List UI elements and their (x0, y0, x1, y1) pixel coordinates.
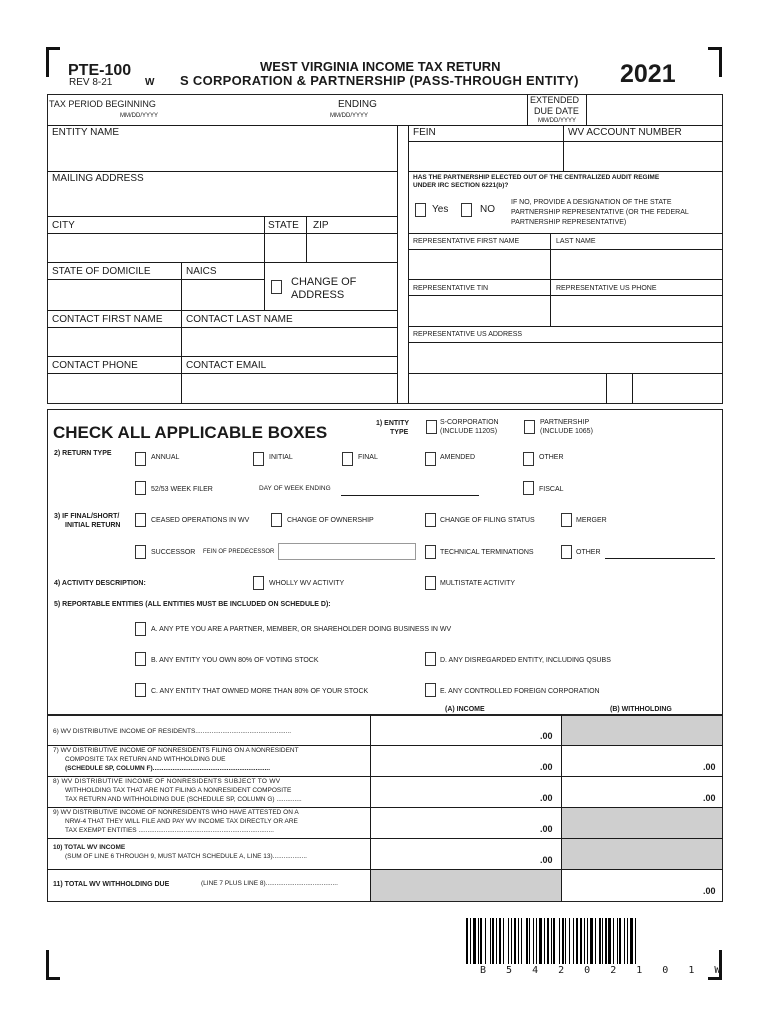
barcode-bar (547, 918, 549, 964)
change-filing-status-label: CHANGE OF FILING STATUS (440, 517, 535, 524)
designation-line2: PARTNERSHIP REPRESENTATIVE (OR THE FEDERAL (511, 209, 689, 216)
barcode-bar (529, 918, 530, 964)
amended-label: AMENDED (440, 454, 476, 461)
contact-first-name-input[interactable] (49, 329, 179, 354)
partnership-label: PARTNERSHIP (540, 419, 590, 426)
line6-withholding-shaded (562, 716, 722, 745)
ending-date-format: MM/DD/YYYY (330, 113, 369, 119)
wholly-wv-checkbox[interactable] (253, 576, 264, 590)
barcode-bar (595, 918, 596, 964)
activity-description-label: 4) ACTIVITY DESCRIPTION: (54, 580, 146, 587)
entity-type-label-2: TYPE (390, 429, 409, 436)
line8-withholding-value[interactable]: .00 (703, 793, 716, 803)
barcode-bar (492, 918, 494, 964)
audit-no-label: NO (480, 204, 495, 215)
annual-label: ANNUAL (151, 454, 180, 461)
barcode-bar (536, 918, 537, 964)
entity-name-label: ENTITY NAME (52, 127, 120, 138)
reportable-a-label: A. ANY PTE YOU ARE A PARTNER, MEMBER, OR SHAREHOLDER DOING BUSINESS IN WV (151, 626, 452, 633)
line7-income-value[interactable]: .00 (540, 762, 553, 772)
change-of-address-checkbox[interactable] (271, 280, 282, 294)
ceased-operations-checkbox[interactable] (135, 513, 146, 527)
merger-checkbox[interactable] (561, 513, 572, 527)
rep-phone-input[interactable] (552, 297, 721, 324)
initial-checkbox[interactable] (253, 452, 264, 466)
fiscal-label: FISCAL (539, 486, 564, 493)
s-corporation-label: S-CORPORATION (440, 419, 499, 426)
w-mark: W (145, 77, 155, 88)
barcode-bar (551, 918, 552, 964)
barcode-bar (466, 918, 468, 964)
barcode-bar (480, 918, 482, 964)
barcode-bar (602, 918, 603, 964)
beginning-date-format: MM/DD/YYYY (120, 113, 159, 119)
barcode-bar (562, 918, 564, 964)
contact-phone-label: CONTACT PHONE (52, 360, 138, 371)
line11-income-shaded (371, 870, 561, 901)
reportable-b-label: B. ANY ENTITY YOU OWN 80% OF VOTING STOCK (151, 657, 319, 664)
ending-label: ENDING (338, 99, 377, 110)
line8-label-1: 8) WV DISTRIBUTIVE INCOME OF NONRESIDENTS SUBJECT TO WV (53, 778, 281, 785)
barcode-bar (584, 918, 585, 964)
line8-label-2: WITHHOLDING TAX THAT ARE NOT FILING A NONRESIDENT COMPOSITE (65, 787, 292, 794)
barcode-bar (526, 918, 528, 964)
revision: REV 8-21 (69, 77, 113, 88)
zip-label: ZIP (313, 220, 329, 231)
change-of-label: CHANGE OF (291, 276, 357, 288)
mailing-address-label: MAILING ADDRESS (52, 173, 144, 184)
check-boxes-heading: CHECK ALL APPLICABLE BOXES (53, 423, 328, 442)
barcode-bar (521, 918, 522, 964)
reportable-entities-label: 5) REPORTABLE ENTITIES (ALL ENTITIES MUST BE INCLUDED ON SCHEDULE D): (54, 601, 331, 608)
reportable-d-label: D. ANY DISREGARDED ENTITY, INCLUDING QSUBS (440, 657, 611, 664)
line10-label-2: (SUM OF LINE 6 THROUGH 9, MUST MATCH SCHEDULE A, LINE 13)................... (65, 853, 307, 860)
barcode-bar (539, 918, 542, 964)
rep-address-label: REPRESENTATIVE US ADDRESS (413, 331, 523, 338)
reportable-a-checkbox[interactable] (135, 622, 146, 636)
form-id: PTE-100 (68, 62, 132, 79)
barcode-bar (496, 918, 497, 964)
line8-label-3: TAX RETURN AND WITHHOLDING DUE (SCHEDULE SP, COLUMN G) .............. (65, 796, 302, 803)
merger-label: MERGER (576, 517, 607, 524)
wholly-wv-label: WHOLLY WV ACTIVITY (269, 580, 345, 587)
reportable-e-label: E. ANY CONTROLLED FOREIGN CORPORATION (440, 688, 600, 695)
final-short-label-2: INITIAL RETURN (65, 522, 121, 529)
fein-label: FEIN (413, 127, 436, 138)
title-line-1: WEST VIRGINIA INCOME TAX RETURN (260, 59, 501, 74)
line11-label-bold: 11) TOTAL WV WITHHOLDING DUE (53, 881, 170, 888)
reportable-e-checkbox[interactable] (425, 683, 436, 697)
audit-yes-checkbox[interactable] (415, 203, 426, 217)
week-filer-checkbox[interactable] (135, 481, 146, 495)
reportable-c-checkbox[interactable] (135, 683, 146, 697)
city-label: CITY (52, 220, 75, 231)
rep-address-line1-input[interactable] (410, 344, 721, 371)
contact-last-name-label: CONTACT LAST NAME (186, 314, 293, 325)
barcode-bar (590, 918, 593, 964)
other-final-label: OTHER (576, 549, 601, 556)
final-label: FINAL (358, 454, 378, 461)
state-of-domicile-input[interactable] (49, 281, 179, 308)
change-filing-status-checkbox[interactable] (425, 513, 436, 527)
state-label: STATE (268, 220, 299, 231)
other-final-input[interactable] (605, 545, 715, 558)
rep-first-name-label: REPRESENTATIVE FIRST NAME (413, 238, 520, 245)
barcode-bar (569, 918, 570, 964)
barcode-bar (473, 918, 476, 964)
other-final-checkbox[interactable] (561, 545, 572, 559)
audit-question-line2: UNDER IRC SECTION 6221(b)? (413, 182, 509, 189)
barcode-bar (490, 918, 491, 964)
other-return-label: OTHER (539, 454, 564, 461)
multistate-label: MULTISTATE ACTIVITY (440, 580, 516, 587)
corner-mark-bottom-left (46, 950, 60, 980)
barcode (466, 918, 688, 964)
wv-account-number-input[interactable] (565, 143, 721, 169)
multistate-checkbox[interactable] (425, 576, 436, 590)
line7-label-2: COMPOSITE TAX RETURN AND WITHHOLDING DUE (65, 756, 226, 763)
rep-state-input[interactable] (608, 375, 630, 402)
entity-name-input[interactable] (49, 141, 395, 169)
rep-last-name-label: LAST NAME (556, 238, 596, 245)
s-corporation-include: (INCLUDE 1120S) (440, 428, 498, 435)
barcode-bar (518, 918, 519, 964)
withholding-column-header: (B) WITHHOLDING (610, 706, 672, 713)
check-section-frame (47, 409, 723, 715)
fein-predecessor-input[interactable] (278, 543, 416, 560)
successor-checkbox[interactable] (135, 545, 146, 559)
reportable-d-checkbox[interactable] (425, 652, 436, 666)
line11-label-rest: (LINE 7 PLUS LINE 8)........................................ (201, 880, 338, 887)
barcode-bar (573, 918, 574, 964)
barcode-bar (613, 918, 614, 964)
income-column-header: (A) INCOME (445, 706, 485, 713)
amended-checkbox[interactable] (425, 452, 436, 466)
line8-income-value[interactable]: .00 (540, 793, 553, 803)
initial-label: INITIAL (269, 454, 293, 461)
barcode-bar (485, 918, 486, 964)
barcode-bar (533, 918, 534, 964)
successor-label: SUCCESSOR (151, 549, 196, 556)
title-line-2: S CORPORATION & PARTNERSHIP (PASS-THROUGH ENTITY) (180, 73, 579, 88)
barcode-text: B 5 4 2 0 2 1 0 1 W (480, 965, 728, 976)
tax-period-ending-input[interactable] (380, 97, 520, 123)
designation-line3: PARTNERSHIP REPRESENTATIVE) (511, 219, 627, 226)
naics-input[interactable] (183, 281, 262, 308)
partnership-checkbox[interactable] (524, 420, 535, 434)
technical-terminations-label: TECHNICAL TERMINATIONS (440, 549, 534, 556)
fein-predecessor-label: FEIN OF PREDECESSOR (203, 549, 275, 555)
naics-label: NAICS (186, 266, 217, 277)
barcode-bar (580, 918, 582, 964)
contact-email-input[interactable] (183, 375, 395, 402)
line7-label-3: (SCHEDULE SP, COLUMN F)................................................................. (65, 765, 271, 772)
barcode-bar (511, 918, 512, 964)
line11-withholding-value[interactable]: .00 (703, 886, 716, 896)
barcode-bar (514, 918, 516, 964)
contact-first-name-label: CONTACT FIRST NAME (52, 314, 163, 325)
other-return-checkbox[interactable] (523, 452, 534, 466)
barcode-bar (544, 918, 545, 964)
change-ownership-label: CHANGE OF OWNERSHIP (287, 517, 374, 524)
state-of-domicile-label: STATE OF DOMICILE (52, 266, 151, 277)
day-of-week-label: DAY OF WEEK ENDING (259, 485, 331, 492)
line9-label-3: TAX EXEMPT ENTITIES ........................................................................... (65, 827, 274, 834)
rep-tin-input[interactable] (410, 297, 548, 324)
corner-mark-top-right (708, 47, 722, 77)
annual-checkbox[interactable] (135, 452, 146, 466)
barcode-bar (630, 918, 633, 964)
line9-label-1: 9) WV DISTRIBUTIVE INCOME OF NONRESIDENTS WHO HAVE ATTESTED ON A (53, 809, 299, 816)
address-label: ADDRESS (291, 289, 345, 301)
barcode-bar (478, 918, 479, 964)
line6-label: 6) WV DISTRIBUTIVE INCOME OF RESIDENTS..................................................... (53, 728, 292, 735)
final-short-label-1: 3) IF FINAL/SHORT/ (54, 513, 120, 520)
line10-income-value[interactable]: .00 (540, 855, 553, 865)
barcode-bar (624, 918, 625, 964)
barcode-bar (587, 918, 588, 964)
change-ownership-checkbox[interactable] (271, 513, 282, 527)
barcode-bar (499, 918, 501, 964)
extended-label: EXTENDED (530, 95, 580, 105)
reportable-b-checkbox[interactable] (135, 652, 146, 666)
line9-label-2: NRW-4 THAT THEY WILL FILE AND PAY WV INCOME TAX DIRECTLY OR ARE (65, 818, 298, 825)
tax-period-beginning-label: TAX PERIOD BEGINNING (49, 99, 156, 109)
corner-mark-top-left (46, 47, 60, 77)
zip-input[interactable] (308, 235, 395, 260)
contact-phone-input[interactable] (49, 375, 179, 402)
fein-input[interactable] (410, 143, 561, 169)
barcode-bar (503, 918, 504, 964)
rep-tin-label: REPRESENTATIVE TIN (413, 285, 489, 292)
partnership-include: (INCLUDE 1065) (540, 428, 593, 435)
line9-withholding-shaded (562, 807, 722, 838)
day-of-week-input[interactable] (341, 482, 479, 495)
line7-label-1: 7) WV DISTRIBUTIVE INCOME OF NONRESIDENTS FILING ON A NONRESIDENT (53, 747, 299, 754)
rep-last-name-input[interactable] (552, 251, 721, 277)
barcode-bar (619, 918, 621, 964)
line6-income-value[interactable]: .00 (540, 731, 553, 741)
barcode-bar (635, 918, 636, 964)
return-type-label: 2) RETURN TYPE (54, 450, 112, 457)
line7-withholding-value[interactable]: .00 (703, 762, 716, 772)
line10-label-1: 10) TOTAL WV INCOME (53, 844, 126, 851)
rep-zip-input[interactable] (634, 375, 721, 402)
audit-question-line1: HAS THE PARTNERSHIP ELECTED OUT OF THE CENTRALIZED AUDIT REGIME (413, 174, 660, 181)
audit-no-checkbox[interactable] (461, 203, 472, 217)
extended-due-date-input[interactable] (590, 97, 720, 123)
barcode-bar (508, 918, 509, 964)
ceased-operations-label: CEASED OPERATIONS IN WV (151, 517, 250, 524)
week-filer-label: 52/53 WEEK FILER (151, 486, 213, 493)
wv-account-number-label: WV ACCOUNT NUMBER (568, 127, 682, 138)
fiscal-checkbox[interactable] (523, 481, 534, 495)
state-input[interactable] (266, 235, 304, 260)
barcode-bar (617, 918, 618, 964)
rep-city-input[interactable] (410, 375, 604, 402)
due-date-label: DUE DATE (534, 106, 579, 116)
audit-yes-label: Yes (432, 204, 449, 215)
final-checkbox[interactable] (342, 452, 353, 466)
barcode-bar (627, 918, 628, 964)
rep-phone-label: REPRESENTATIVE US PHONE (556, 285, 657, 292)
entity-type-label-1: 1) ENTITY (376, 420, 410, 427)
barcode-bar (553, 918, 555, 964)
rep-first-name-input[interactable] (410, 251, 548, 277)
barcode-bar (576, 918, 578, 964)
line9-income-value[interactable]: .00 (540, 824, 553, 834)
barcode-bar (605, 918, 607, 964)
barcode-bar (565, 918, 566, 964)
barcode-bar (599, 918, 601, 964)
barcode-bar (470, 918, 471, 964)
contact-last-name-input[interactable] (183, 329, 395, 354)
designation-line1: IF NO, PROVIDE A DESIGNATION OF THE STATE (511, 199, 672, 206)
s-corporation-checkbox[interactable] (426, 420, 437, 434)
contact-email-label: CONTACT EMAIL (186, 360, 267, 371)
barcode-bar (559, 918, 560, 964)
technical-terminations-checkbox[interactable] (425, 545, 436, 559)
line10-withholding-shaded (562, 839, 722, 869)
extended-date-format: MM/DD/YYYY (538, 118, 577, 124)
city-input[interactable] (49, 235, 262, 260)
reportable-c-label: C. ANY ENTITY THAT OWNED MORE THAN 80% OF YOUR STOCK (151, 688, 369, 695)
barcode-bar (608, 918, 611, 964)
tax-year: 2021 (620, 60, 676, 88)
tax-period-beginning-input[interactable] (170, 97, 320, 123)
mailing-address-input[interactable] (49, 187, 395, 214)
